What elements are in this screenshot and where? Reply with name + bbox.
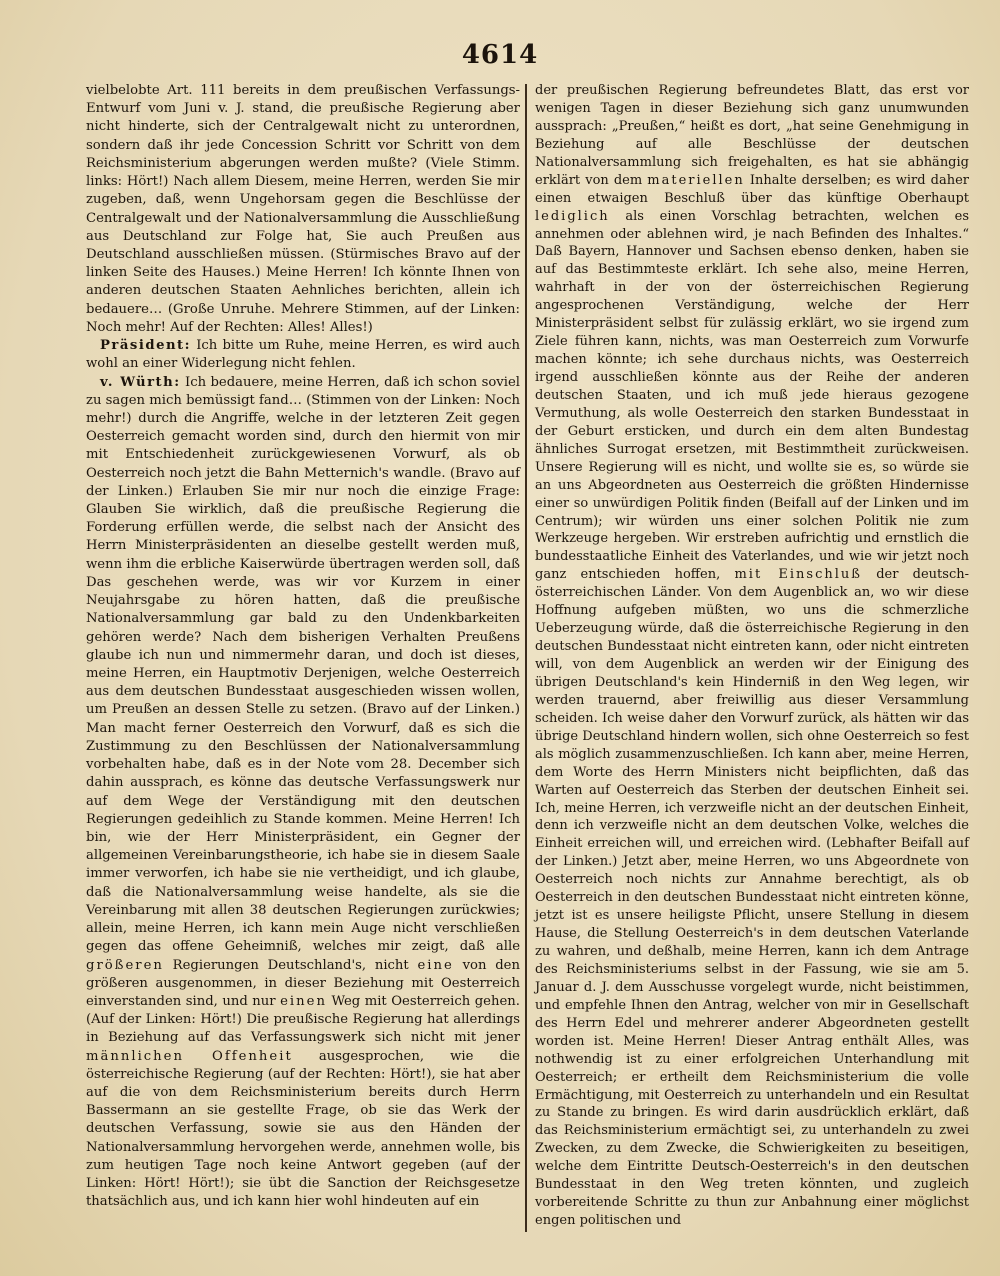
right-column	[535, 82, 969, 1230]
right-text-a: der preußischen Regierung befreundetes Blatt, das erst vor wenigen Tagen in dieser Beziehung sich ganz unumwunden aussprach: „Preußen,“ heißt es dort, „hat seine Genehmigung in Beziehung auf alle Beschlüsse der deutschen Nationalversammlung sich freigehalten, es hat sie abhängig erklärt von dem	[535, 83, 969, 188]
left-column	[86, 82, 520, 1212]
president-statement	[86, 337, 520, 373]
emphasis-text: männlichen Offenheit	[86, 1048, 293, 1064]
right-text-b: Inhalte derselben; es wird daher einen etwaigen Beschluß über das künftige Oberhaupt	[535, 172, 969, 206]
speaker-name-president: Präsident:	[100, 338, 192, 354]
emphasis-text: lediglich	[535, 208, 610, 224]
emphasis-text: eine	[417, 957, 454, 973]
wuerth-text-e: ausgesprochen, wie die österreichische Regierung (auf der Rechten: Hört!), sie hat aber auf die von dem Reichsministerium bereits durch Herrn Bassermann an sie gestellte Frage, ob sie das Werk der deutschen Verfassung, sowie sie aus den Händen der Nationalversammlung hervorgehen werde, annehmen wolle, bis zum heutigen Tage noch keine Antwort gegeben (auf der Linken: Hört! Hört!); sie übt die Sanction der Reichsgesetze thatsächlich aus, und ich kann hier wohl hindeuten auf ein	[86, 1048, 520, 1210]
right-text-c: als einen Vorschlag betrachten, welchen es annehmen oder ablehnen wird, je nach Befinden des Inhaltes.“ Daß Bayern, Hannover und Sachsen ebenso denken, haben sie auf das Bestimmteste erklärt. Ich sehe also, meine Herren, wahrhaft in der von der österreichischen Regierung angesprochenen Verständigung, welche der Herr Ministerpräsident selbst für zulässig erklärt, wo sie irgend zum Ziele führen kann, nichts, was man Oesterreich zum Vorwurfe machen könnte; ich sehe durchaus nichts, was Oesterreich irgend ausschließen könnte aus der Reihe der anderen deutschen Staaten, und ich muß jede hieraus gezogene Vermuthung, als wolle Oesterreich den starken Bundesstaat in der Geburt ersticken, und durch ein dem alten Bundestag ähnliches Surrogat ersetzen, mit Bestimmtheit zurückweisen. Unsere Regierung will es nicht, und wollte sie es, so würde sie an uns Abgeordneten aus Oesterreich die größten Hindernisse einer so unwürdigen Politik finden (Beifall auf der Linken und im Centrum); wir würden uns einer solchen Politik nie zum Werkzeuge hergeben. Wir erstreben aufrichtig und ernstlich die bundesstaatliche Einheit des Vaterlandes, und wie wir jetzt noch ganz entschieden hoffen,	[535, 208, 969, 583]
wuerth-text-c: von den größeren ausgenommen, in dieser Beziehung mit Oesterreich einverstanden sind, und nur	[86, 957, 520, 1009]
right-text-d: der deutsch-österreichischen Länder. Von dem Augenblick an, wo wir diese Hoffnung aufgeben müßten, wo uns die schmerzliche Ueberzeugung würde, daß die österreichische Regierung in den deutschen Bundesstaat nicht eintreten kann, oder nicht eintreten will, von dem Augenblick an werden wir der Einigung des übrigen Deutschland's kein Hinderniß in den Weg legen, wir werden trauernd, aber freiwillig aus dieser Versammlung scheiden. Ich weise daher den Vorwurf zurück, als hätten wir das übrige Deutschland hindern wollen, sich ohne Oesterreich so fest als möglich zusammenzuschließen. Ich kann aber, meine Herren, dem Worte des Herrn Ministers nicht beipflichten, daß das Warten auf Oesterreich das Sterben der deutschen Einheit sei. Ich, meine Herren, ich verzweifle nicht an der deutschen Einheit, denn ich verzweifle nicht an dem deutschen Volke, welches die Einheit erreichen will, und erreichen wird. (Lebhafter Beifall auf der Linken.) Jetzt aber, meine Herren, wo uns Abgeordnete von Oesterreich noch nichts zur Annahme berechtigt, als ob Oesterreich in den deutschen Bundesstaat nicht eintreten könne, jetzt ist es unsere heiligste Pflicht, unsere Stellung in diesem Hause, die Stellung Oesterreich's in dem deutschen Vaterlande zu wahren, und deßhalb, meine Herren, kann ich dem Antrage des Reichsministeriums selbst in der Fassung, wie sie am 5. Januar d. J. dem Ausschusse vorgelegt wurde, nicht beistimmen, und empfehle Ihnen den Antrag, welcher von mir in Gesellschaft des Herrn Edel und mehrerer anderer Abgeordneten gestellt worden ist. Meine Herren! Dieser Antrag enthält Alles, was nothwendig ist zu einer erfolgreichen Unterhandlung mit Oesterreich; er ertheilt dem Reichsministerium die volle Ermächtigung, mit Oesterreich zu unterhandeln und ein Resultat zu Stande zu bringen. Es wird darin ausdrücklich erklärt, daß das Reichsministerium ermächtigt sei, zu unterhandeln zu zwei Zwecken, zu dem Zwecke, die Schwierigkeiten zu beseitigen, welche dem Eintritte Deutsch-Oesterreich's in den deutschen Bundesstaat in den Weg treten könnten, und zugleich vorbereitende Schritte zu thun zur Anbahnung einer möglichst engen politischen und	[535, 567, 969, 1229]
column-divider	[525, 84, 527, 1232]
speaker-name-wuerth: v. Würth:	[100, 374, 181, 390]
emphasis-text: größeren	[86, 957, 164, 973]
wuerth-text-a: Ich bedauere, meine Herren, daß ich schon soviel zu sagen mich bemüssigt fand… (Stimmen von der Linken: Noch mehr!) durch die Angriffe, welche in der letzteren Zeit gegen Oesterreich gemacht worden sind, durch den hiermit von mir mit Entschiedenheit zurückgewiesenen Vorwurf, als ob Oesterreich noch jetzt die Bahn Metternich's wandle. (Bravo auf der Linken.) Erlauben Sie mir nur noch die einzige Frage: Glauben Sie wirklich, daß die preußische Regierung die Forderung erfüllen werde, die selbst nach der Ansicht des Herrn Ministerpräsidenten an dieselbe gestellt werden muß, wenn ihm die erbliche Kaiserwürde übertragen werden soll, daß Das geschehen werde, was wir vor Kurzem in einer Neujahrsgabe zu hören hatten, daß die preußische Nationalversammlung gar bald zu den Undenkbarkeiten gehören werde? Nach dem bisherigen Verhalten Preußens glaube ich nun und nimmermehr daran, und doch ist dieses, meine Herren, ein Hauptmotiv Derjenigen, welche Oesterreich aus dem deutschen Bundesstaat ausgeschieden wissen wollen, um Preußen an dessen Stelle zu setzen. (Bravo auf der Linken.) Man macht ferner Oesterreich den Vorwurf, daß es sich die Zustimmung zu den Beschlüssen der Nationalversammlung vorbehalten habe, daß es in der Note vom 28. December sich dahin aussprach, es könne das deutsche Verfassungswerk nur auf dem Wege der Verständigung mit den deutschen Regierungen gedeihlich zu Stande kommen. Meine Herren! Ich bin, wie der Herr Ministerpräsident, ein Gegner der allgemeinen Vereinbarungstheorie, ich habe sie in diesem Saale immer verworfen, ich habe sie nie vertheidigt, und ich glaube, daß die Nationalversammlung weise handelte, als sie die Vereinbarung mit allen 38 deutschen Regierungen zurückwies; allein, meine Herren, ich kann mein Auge nicht verschließen gegen das offene Geheimniß, welches mir zeigt, daß alle	[86, 374, 520, 955]
wuerth-text-b: Regierungen Deutschland's, nicht	[172, 957, 409, 973]
wuerth-text-d: Weg mit Oesterreich gehen. (Auf der Linken: Hört!) Die preußische Regierung hat allerdings in Beziehung auf das Verfassungswerk sich nicht mit jener	[86, 993, 520, 1046]
president-text: Ich bitte um Ruhe, meine Herren, es wird auch wohl an einer Widerlegung nicht fehlen.	[86, 338, 520, 372]
right-paragraph-1	[535, 82, 969, 1230]
page-number: 4614	[461, 40, 539, 70]
emphasis-text: mit Einschluß	[734, 567, 862, 583]
wuerth-statement	[86, 374, 520, 1212]
emphasis-text: einen	[280, 993, 327, 1009]
left-paragraph-1: vielbelobte Art. 111 bereits in dem preußischen Verfassungs-Entwurf vom Juni v. J. stand, die preußische Regierung aber nicht hinderte, sich der Centralgewalt nicht zu unterordnen, sondern daß ihr jede Concession Schritt vor Schritt von dem Reichsministerium abgerungen werden mußte? (Viele Stimm. links: Hört!) Nach allem Diesem, meine Herren, werden Sie mir zugeben, daß, wenn Ungehorsam gegen die Beschlüsse der Centralgewalt und der Nationalversammlung die Ausschließung aus Deutschland zur Folge hat, Sie auch Preußen aus Deutschland ausschließen müssen. (Stürmisches Bravo auf der linken Seite des Hauses.) Meine Herren! Ich könnte Ihnen von anderen deutschen Staaten Aehnliches berichten, allein ich bedauere… (Große Unruhe. Mehrere Stimmen, auf der Linken: Noch mehr! Auf der Rechten: Alles! Alles!)	[86, 83, 520, 335]
emphasis-text: materiellen	[647, 172, 745, 188]
